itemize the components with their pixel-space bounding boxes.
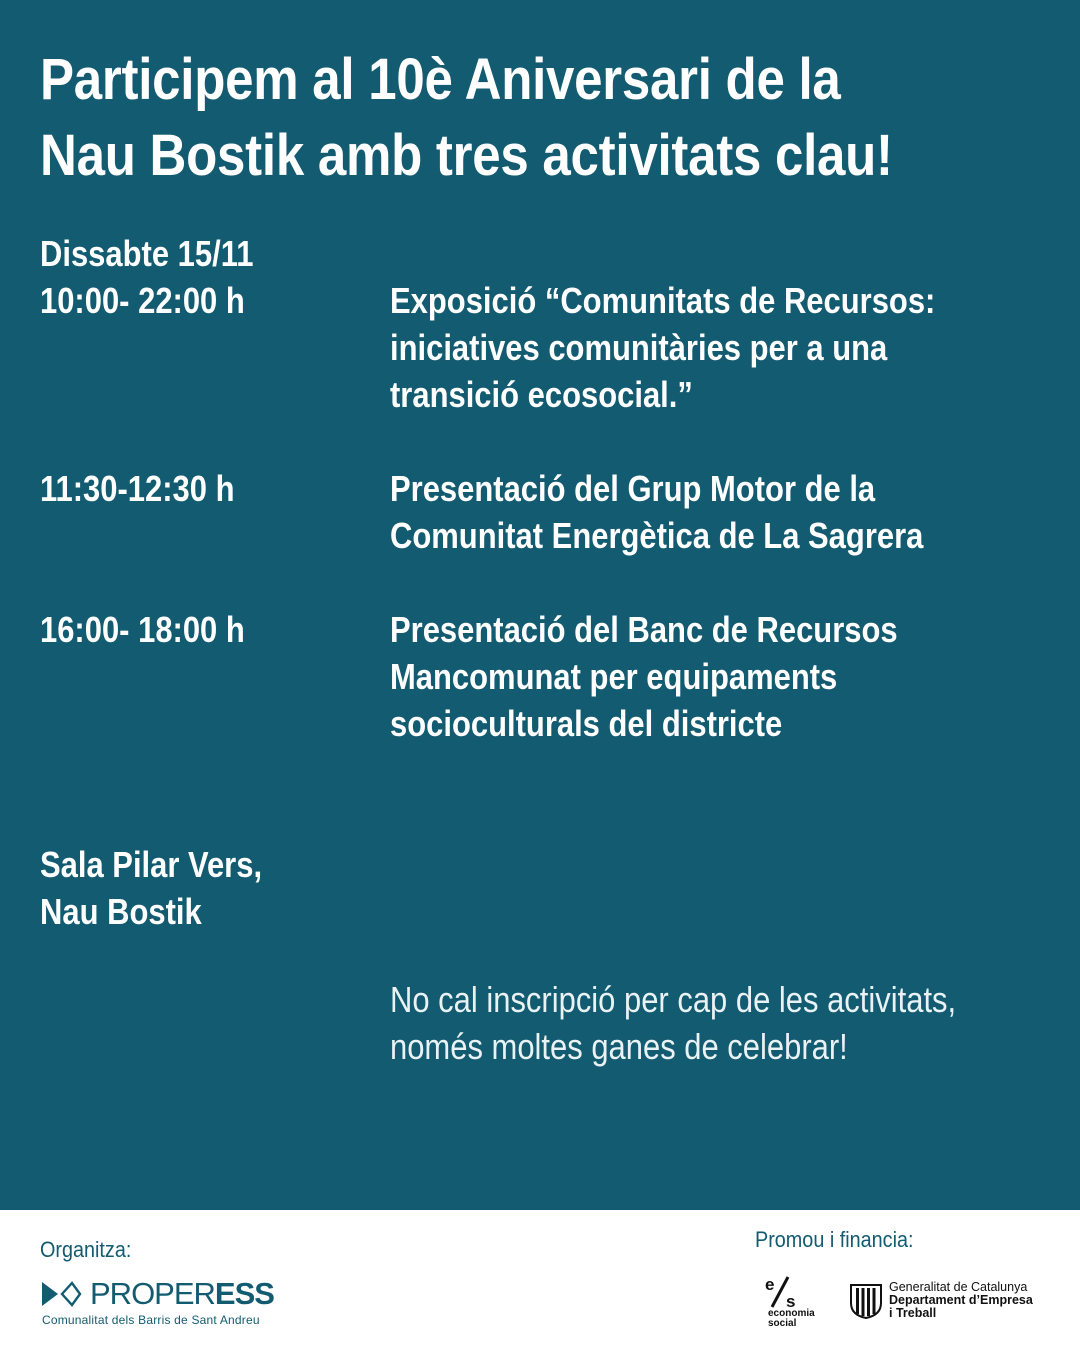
- activity-time-1: 10:00- 22:00 h: [40, 280, 245, 321]
- activity-description-3: Presentació del Banc de Recursos Mancomunat per equipaments socioculturals del districte: [390, 609, 898, 744]
- economia-social-mark-icon: [764, 1275, 804, 1311]
- properess-logo: [40, 1276, 274, 1312]
- svg-text:e: e: [765, 1275, 775, 1294]
- registration-note: No cal inscripció per cap de les activitats, només moltes ganes de celebrar!: [390, 979, 957, 1067]
- location-line-2: Nau Bostik: [40, 891, 202, 932]
- generalitat-logo: [849, 1281, 1033, 1320]
- activity-description-2: Presentació del Grup Motor de la Comunitat Energètica de La Sagrera: [390, 468, 924, 556]
- economia-social-logo: [764, 1275, 824, 1327]
- activity-time-3: 16:00- 18:00 h: [40, 609, 245, 650]
- properess-wordmark: PROPERESS: [90, 1276, 274, 1311]
- generalitat-emblem-icon: [849, 1283, 883, 1319]
- organizer-label: Organitza:: [40, 1237, 132, 1262]
- event-date: Dissabte 15/11: [40, 233, 254, 274]
- activity-time-2: 11:30-12:30 h: [40, 468, 235, 509]
- poster-title: Participem al 10è Aniversari de la Nau Bostik amb tres activitats clau!: [40, 47, 893, 188]
- economia-social-text: economia social: [768, 1308, 815, 1329]
- activity-description-1: Exposició “Comunitats de Recursos: iniciatives comunitàries per a una transició ecosocial.”: [390, 280, 936, 415]
- location-line-1: Sala Pilar Vers,: [40, 844, 263, 885]
- generalitat-text: Generalitat de Catalunya Departament d’Empresa i Treball: [889, 1280, 1033, 1320]
- svg-text:s: s: [786, 1292, 796, 1311]
- properess-symbol-icon: [40, 1279, 82, 1309]
- organizer-subtitle: Comunalitat dels Barris de Sant Andreu: [42, 1313, 260, 1327]
- sponsor-label: Promou i financia:: [755, 1227, 914, 1252]
